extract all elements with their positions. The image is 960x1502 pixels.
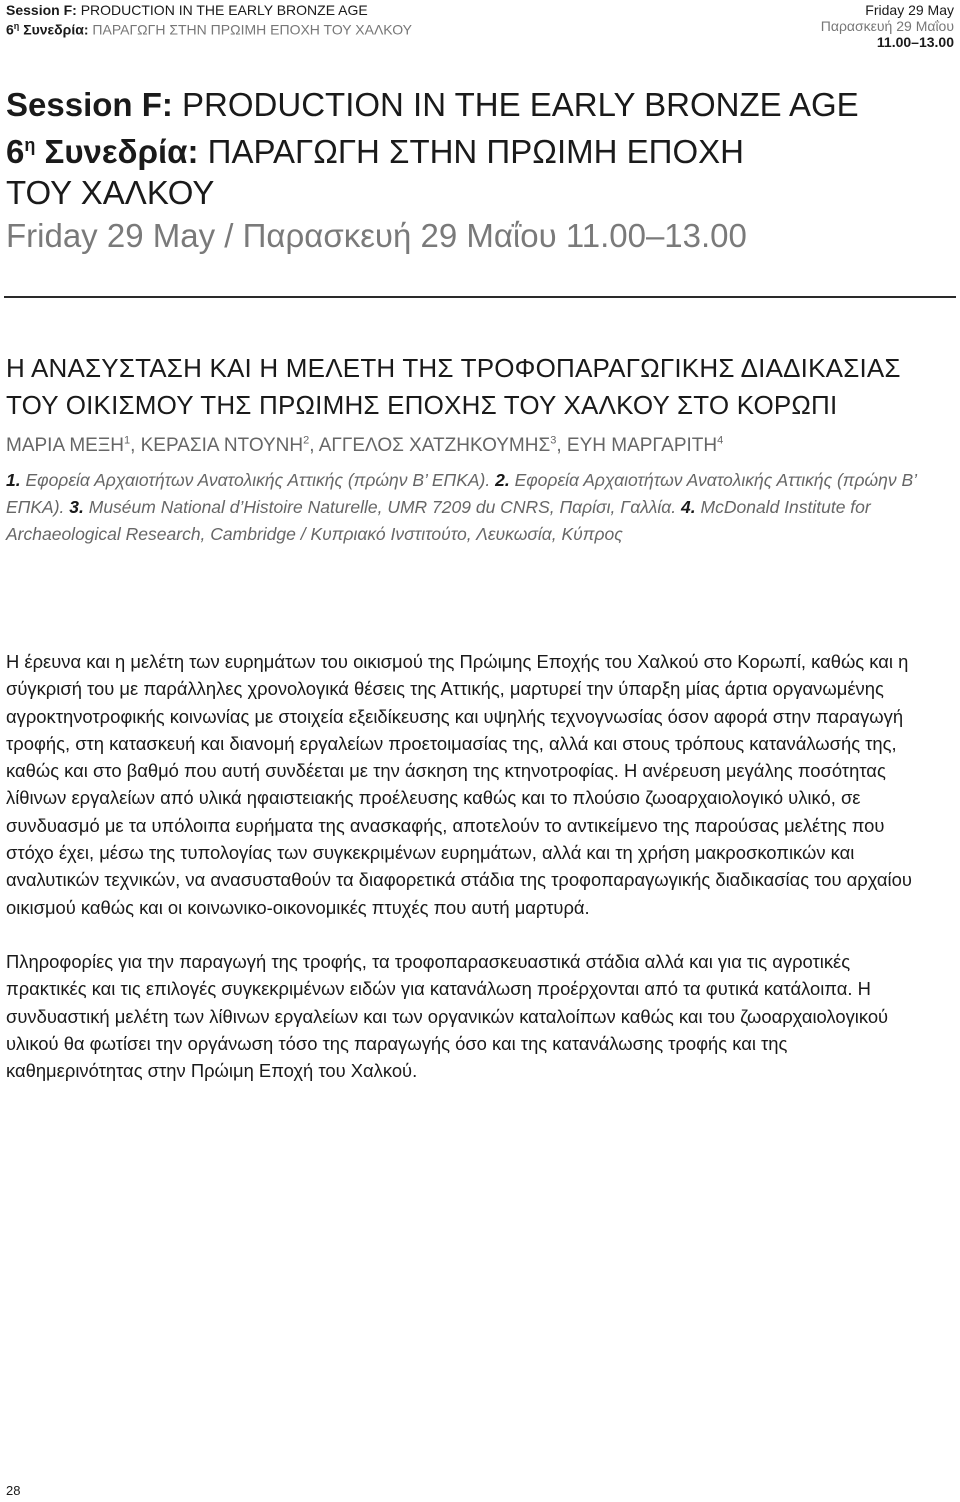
running-head (6, 2, 954, 52)
horizontal-divider (4, 296, 956, 298)
running-head-day-en: Friday 29 May (865, 2, 954, 18)
author-sep: , (556, 435, 567, 456)
abstract (6, 648, 926, 1084)
paper-block (6, 350, 954, 548)
session-title-en (6, 84, 954, 125)
affiliation-text: Muséum National d’Histoire Naturelle, UMR 7209 du CNRS, Παρίσι, Γαλλία. (88, 497, 677, 517)
author-sep: , (309, 435, 319, 456)
author-sup: 1 (123, 434, 131, 447)
paper-authors (6, 433, 954, 459)
running-head-session (6, 2, 412, 38)
author-name: ΜΑΡΙΑ ΜΕΞΗ (6, 435, 124, 456)
session-num-gr: 6 (6, 133, 25, 170)
running-head-session-label: Session F: (6, 2, 77, 18)
abstract-paragraph-2: Πληροφορίες για την παραγωγή της τροφής, τα τροφοπαρασκευαστικά στάδια αλλά και για τις αγροτικές πρακτικές και τις επιλογές συγκεκριμένων ειδών για κατανάλωση προέρχονται από τα φυτικά κατάλοιπα. Η συνδυαστική μελέτη των λίθινων εργαλείων και των οργανικών καταλοίπων καθώς και του ζωοαρχαιολογικού υλικού θα φωτίσει την οργάνωση τόσο της παραγωγής όσο και της κατανάλωσης τροφής και της καθημερινότητας στην Πρώιμη Εποχή του Χαλκού. (6, 950, 889, 1082)
author-name: ΕΥΗ ΜΑΡΓΑΡΙΤΗ (566, 435, 718, 456)
affiliation-number: 2. (495, 470, 510, 490)
running-head-session-sup-gr: η (13, 21, 20, 31)
author-sup: 3 (550, 434, 557, 447)
session-sup-gr: η (24, 135, 36, 155)
affiliation-number: 3. (69, 497, 84, 517)
session-date: Friday 29 May / Παρασκευή 29 Μαΐου 11.00–13.00 (6, 217, 747, 254)
session-title-gr (6, 125, 954, 172)
running-head-session-title-en: PRODUCTION IN THE EARLY BRONZE AGE (80, 2, 368, 18)
running-head-time: 11.00–13.00 (876, 34, 954, 50)
author-sup: 2 (303, 434, 310, 447)
affiliation-text: Εφορεία Αρχαιοτήτων Ανατολικής Αττικής (πρώην Β’ ΕΠΚΑ). (25, 470, 491, 490)
running-head-date (821, 2, 954, 50)
author-sep: , (130, 435, 141, 456)
running-head-line-en (6, 2, 412, 18)
running-head-line-gr (6, 18, 412, 38)
author-name: ΑΓΓΕΛΟΣ ΧΑΤΖΗΚΟΥΜΗΣ (318, 435, 551, 456)
abstract-paragraph-1: Η έρευνα και η μελέτη των ευρημάτων του οικισμού της Πρώιμης Εποχής του Χαλκού στο Κορωπί, καθώς και η σύγκρισή του με παράλληλες χρονολογικά θέσεις της Αττικής, μαρτυρεί την ύπαρξη μίας άρτια οργανωμένης αγροκτηνοτροφικής κοινωνίας με στοιχεία εξειδίκευσης και υψηλής τεχνογνωσίας όσον αφορά στην παραγωγή τροφής, στη κατασκευή και διανομή εργαλείων προετοιμασίας της, αλλά και στους τρόπους κατανάλωσής της, καθώς και στο βαθμό που αυτή συνδέεται με την άσκηση της κτηνοτροφίας. Η ανέρευση μεγάλης ποσότητας λίθινων εργαλείων από υλικά ηφαιστειακής προέλευσης καθώς και το πλούσιο ζωοαρχαιολογικό υλικό, σε συνδυασμό με τα υπόλοιπα ευρήματα της ανασκαφής, αποτελούν το αντικείμενο της παρούσας μελέτης που στόχο έχει, μέσω της τυπολογίας των συγκεκριμένων ευρημάτων, αλλά και τη χρήση μακροσκοπικών και αναλυτικών τεχνικών, να ανασυσταθούν τα διαφορετικά στάδια της τροφοπαραγωγικής διαδικασίας του αρχαίου οικισμού καθώς και οι κοινωνικο-οικονομικές πτυχές που αυτή μαρτυρά. (6, 651, 912, 918)
running-head-day-gr: Παρασκευή 29 Μαΐου (820, 18, 954, 34)
affiliation-number: 4. (681, 497, 696, 517)
paper-affiliations (6, 467, 954, 548)
session-title-gr-cont: ΤΟΥ ΧΑΛΚΟΥ (6, 174, 215, 211)
author-name: ΚΕΡΑΣΙΑ ΝΤΟΥΝΗ (140, 435, 304, 456)
session-name-gr: ΠΑΡΑΓΩΓΗ ΣΤΗΝ ΠΡΩΙΜΗ ΕΠΟΧΗ (207, 133, 744, 170)
affiliation-text: McDonald Institute for Archaeological Research, Cambridge / Κυπριακό Ινστιτούτο, Λευκωσία, Κύπρος (6, 497, 871, 544)
session-label-gr: Συνεδρία: (44, 133, 199, 170)
session-heading (6, 84, 954, 256)
session-label-en: Session F: (6, 86, 173, 123)
affiliation-text: Εφορεία Αρχαιοτήτων Ανατολικής Αττικής (πρώην Β’ ΕΠΚΑ). (6, 470, 917, 517)
affiliation-number: 1. (6, 470, 21, 490)
running-head-session-title-gr: ΠΑΡΑΓΩΓΗ ΣΤΗΝ ΠΡΩΙΜΗ ΕΠΟΧΗ ΤΟΥ ΧΑΛΚΟΥ (92, 21, 412, 38)
paper-title: Η ΑΝΑΣΥΣΤΑΣΗ ΚΑΙ Η ΜΕΛΕΤΗ ΤΗΣ ΤΡΟΦΟΠΑΡΑΓΩΓΙΚΗΣ ΔΙΑΔΙΚΑΣΙΑΣ ΤΟΥ ΟΙΚΙΣΜΟΥ ΤΗΣ ΠΡΩΙΜΗΣ ΕΠΟΧΗΣ ΤΟΥ ΧΑΛΚΟΥ ΣΤΟ ΚΟΡΩΠΙ (6, 353, 901, 420)
running-head-session-label-gr: Συνεδρία: (23, 21, 89, 38)
session-name-en: PRODUCTION IN THE EARLY BRONZE AGE (182, 86, 859, 123)
author-sup: 4 (717, 434, 724, 447)
running-head-session-num-gr: 6 (6, 21, 14, 38)
page-number: 28 (6, 1483, 21, 1498)
